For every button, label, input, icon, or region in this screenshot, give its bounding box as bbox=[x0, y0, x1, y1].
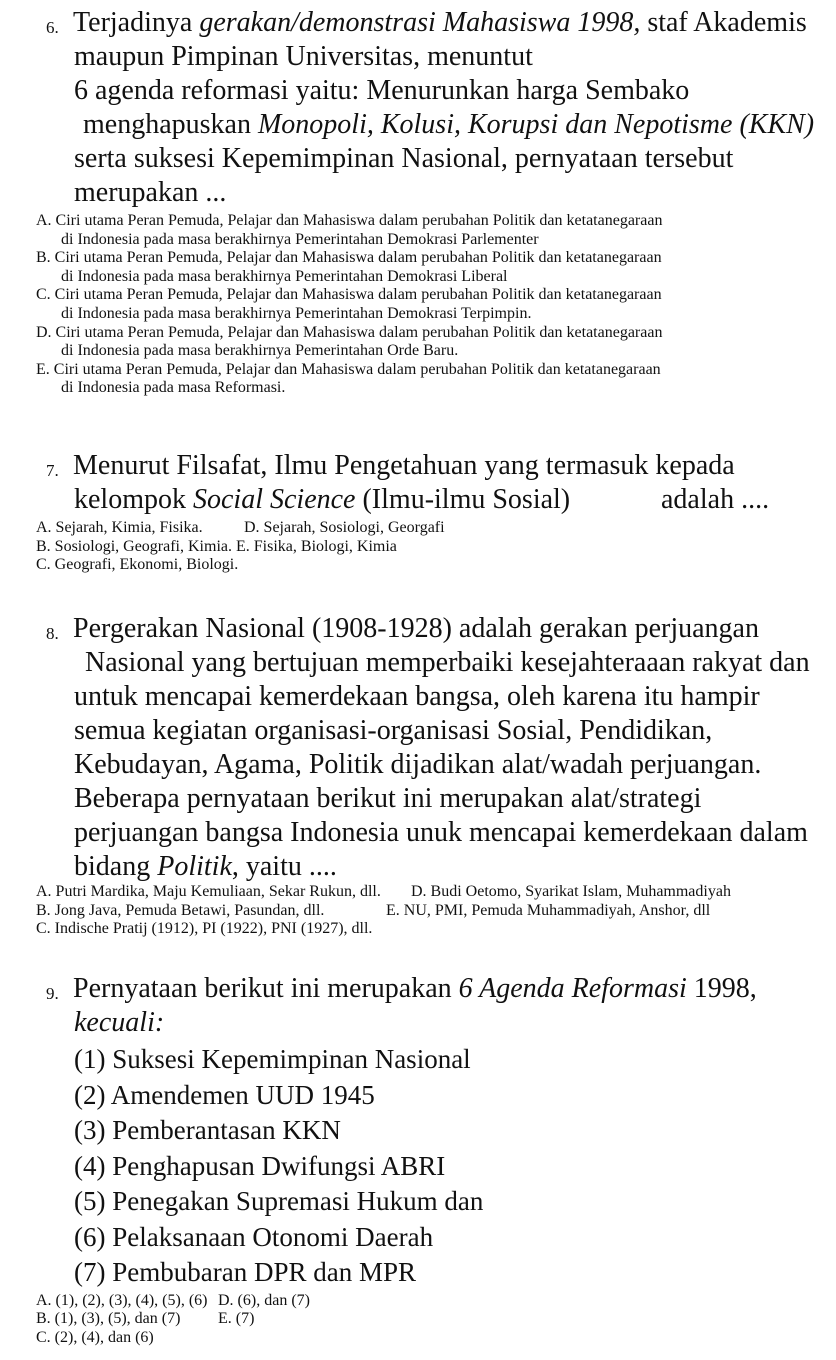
list-item: (5) Penegakan Supremasi Hukum dan bbox=[74, 1186, 484, 1216]
option-d[interactable]: D. Budi Oetomo, Syarikat Islam, Muhammadiyah bbox=[411, 883, 731, 900]
stem-line: bidang Politik, yaitu .... bbox=[74, 851, 337, 882]
list-item: (4) Penghapusan Dwifungsi ABRI bbox=[74, 1150, 446, 1181]
stem-line: Pergerakan Nasional (1908-1928) adalah gerakan perjuangan bbox=[73, 613, 759, 644]
option-d[interactable]: D. (6), dan (7) bbox=[218, 1291, 310, 1309]
stem-line: kelompok Social Science (Ilmu-ilmu Sosial) bbox=[74, 484, 571, 515]
option-c[interactable]: C. Ciri utama Peran Pemuda, Pelajar dan Mahasiswa dalam perubahan Politik dan ketatanegaraan di Indonesia pada masa berakhirnya Pemerintahan Demokrasi Terpimpin. bbox=[36, 286, 662, 322]
question-8-stem bbox=[0, 612, 836, 884]
stem-line: serta suksesi Kepemimpinan Nasional, pernyataan tersebut bbox=[74, 143, 734, 174]
option-a[interactable]: A. (1), (2), (3), (4), (5), (6) bbox=[36, 1291, 208, 1309]
stem-line: Nasional yang bertujuan memperbaiki kesejahteraaan rakyat dan bbox=[85, 647, 810, 678]
option-a[interactable]: A. Ciri utama Peran Pemuda, Pelajar dan Mahasiswa dalam perubahan Politik dan ketatanegaraan di Indonesia pada masa berakhirnya Pemerintahan Demokrasi Parlementer bbox=[36, 212, 663, 248]
question-9-stem bbox=[0, 972, 836, 1040]
list-item: (1) Suksesi Kepemimpinan Nasional bbox=[74, 1044, 471, 1074]
question-6 bbox=[0, 6, 836, 398]
option-b[interactable]: B. Sosiologi, Geografi, Kimia. bbox=[36, 537, 232, 555]
stem-line: merupakan ... bbox=[74, 177, 227, 208]
question-9-options bbox=[0, 1292, 836, 1348]
option-e[interactable]: E. Ciri utama Peran Pemuda, Pelajar dan Mahasiswa dalam perubahan Politik dan ketatanegaraan di Indonesia pada masa Reformasi. bbox=[36, 360, 661, 397]
question-7-options bbox=[0, 519, 836, 575]
option-d[interactable]: D. Ciri utama Peran Pemuda, Pelajar dan Mahasiswa dalam perubahan Politik dan ketatanegaraan di Indonesia pada masa berakhirnya Pemerintahan Orde Baru. bbox=[36, 323, 663, 360]
question-8 bbox=[0, 612, 836, 939]
stem-line: semua kegiatan organisasi-organisasi Sosial, Pendidikan, bbox=[74, 715, 713, 746]
option-c[interactable]: C. Indische Pratij (1912), PI (1922), PNI (1927), dll. bbox=[36, 920, 373, 938]
option-c[interactable]: C. (2), (4), dan (6) bbox=[36, 1328, 154, 1346]
question-6-options bbox=[0, 212, 836, 398]
question-6-stem bbox=[0, 6, 836, 210]
list-item: (6) Pelaksanaan Otonomi Daerah bbox=[74, 1221, 434, 1252]
stem-line: menghapuskan Monopoli, Kolusi, Korupsi dan Nepotisme (KKN) bbox=[83, 109, 815, 140]
stem-line: Menurut Filsafat, Ilmu Pengetahuan yang termasuk kepada bbox=[73, 450, 735, 481]
stem-line: Kebudayan, Agama, Politik dijadikan alat/wadah perjuangan. bbox=[74, 749, 762, 780]
option-d[interactable]: D. Sejarah, Sosiologi, Georgafi bbox=[244, 519, 445, 536]
option-b[interactable]: B. (1), (3), (5), dan (7) bbox=[36, 1310, 181, 1328]
stem-line: maupun Pimpinan Universitas, menuntut bbox=[74, 41, 533, 72]
question-7 bbox=[0, 449, 836, 575]
option-b[interactable]: B. Ciri utama Peran Pemuda, Pelajar dan Mahasiswa dalam perubahan Politik dan ketatanegaraan di Indonesia pada masa berakhirnya Pemerintahan Demokrasi Liberal bbox=[36, 249, 662, 285]
list-item: (3) Pemberantasan KKN bbox=[74, 1115, 341, 1145]
option-a[interactable]: A. Sejarah, Kimia, Fisika. bbox=[36, 519, 203, 536]
option-a[interactable]: A. Putri Mardika, Maju Kemuliaan, Sekar Rukun, dll. bbox=[36, 883, 381, 900]
stem-line: kecuali: bbox=[74, 1007, 165, 1038]
option-e[interactable]: E. NU, PMI, Pemuda Muhammadiyah, Anshor, dll bbox=[386, 901, 711, 919]
question-8-number: 8. bbox=[46, 624, 59, 643]
question-7-stem bbox=[0, 449, 836, 517]
question-6-number: 6. bbox=[46, 18, 59, 37]
stem-line: 6 agenda reformasi yaitu: Menurunkan harga Sembako bbox=[74, 75, 690, 106]
stem-line: Terjadinya gerakan/demonstrasi Mahasiswa 1998, staf Akademis bbox=[73, 7, 807, 38]
question-7-number: 7. bbox=[46, 461, 59, 480]
question-9 bbox=[0, 972, 836, 1348]
list-item: (7) Pembubaran DPR dan MPR bbox=[74, 1257, 416, 1287]
option-c[interactable]: C. Geografi, Ekonomi, Biologi. bbox=[36, 556, 239, 574]
question-9-number: 9. bbox=[46, 984, 59, 1003]
question-8-options bbox=[0, 883, 836, 939]
stem-line: perjuangan bangsa Indonesia unuk mencapai kemerdekaan dalam bbox=[74, 817, 808, 848]
stem-line: Beberapa pernyataan berikut ini merupakan alat/strategi bbox=[74, 783, 702, 814]
question-9-items bbox=[0, 1042, 836, 1291]
option-e[interactable]: E. Fisika, Biologi, Kimia bbox=[236, 537, 397, 555]
stem-line: Pernyataan berikut ini merupakan 6 Agenda Reformasi 1998, bbox=[73, 973, 757, 1004]
stem-line: untuk mencapai kemerdekaan bangsa, oleh karena itu hampir bbox=[74, 681, 760, 712]
option-b[interactable]: B. Jong Java, Pemuda Betawi, Pasundan, dll. bbox=[36, 901, 325, 919]
stem-tail: adalah .... bbox=[661, 484, 770, 515]
option-e[interactable]: E. (7) bbox=[218, 1310, 255, 1328]
list-item: (2) Amendemen UUD 1945 bbox=[74, 1079, 375, 1110]
